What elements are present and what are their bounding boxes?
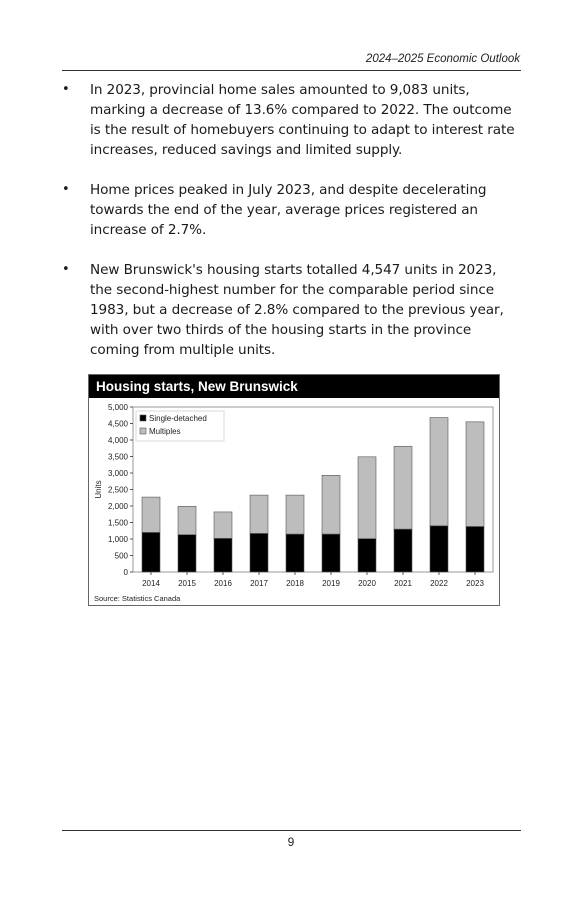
- bar-single-detached: [430, 526, 448, 572]
- x-tick-label: 2016: [214, 579, 232, 588]
- bullet-list: [62, 80, 521, 380]
- x-tick-label: 2022: [430, 579, 448, 588]
- bar-single-detached: [466, 526, 484, 572]
- bar-multiples: [178, 506, 196, 534]
- x-tick-label: 2015: [178, 579, 196, 588]
- y-tick-label: 1,000: [107, 535, 128, 544]
- bar-single-detached: [214, 538, 232, 572]
- chart-plot: [89, 398, 499, 605]
- y-tick-label: 500: [114, 551, 128, 561]
- bar-multiples: [394, 446, 412, 529]
- y-tick-label: 3,500: [107, 452, 128, 462]
- bar-multiples: [142, 497, 160, 532]
- bullet-dot: •: [62, 82, 70, 97]
- bar-single-detached: [394, 529, 412, 572]
- legend-swatch: [140, 428, 146, 434]
- bar-multiples: [322, 475, 340, 534]
- bullet-item: [62, 260, 521, 360]
- y-tick-label: 2,500: [107, 485, 128, 495]
- bar-single-detached: [250, 533, 268, 572]
- y-tick-label: 3,000: [107, 469, 128, 478]
- bullet-text: New Brunswick's housing starts totalled 4,547 units in 2023, the second-highest number for the comparable period since 1983, but a decrease of 2.8% compared to the previous year, with over two thirds of the housing starts in the province coming from multiple units.: [90, 262, 504, 358]
- bullet-text: In 2023, provincial home sales amounted to 9,083 units, marking a decrease of 13.6% compared to 2022. The outcome is the result of homebuyers continuing to adapt to interest rate increases, reduced savings and limited supply.: [90, 82, 515, 158]
- header-rule: [62, 70, 521, 71]
- y-tick-label: 4,500: [107, 419, 128, 429]
- housing-starts-chart: [88, 374, 500, 606]
- chart-source: Source: Statistics Canada: [94, 594, 181, 603]
- bullet-dot: •: [62, 262, 70, 277]
- y-axis-label: Units: [94, 480, 103, 499]
- bar-multiples: [214, 512, 232, 538]
- bar-single-detached: [142, 532, 160, 572]
- x-tick-label: 2014: [142, 579, 160, 588]
- bullet-item: [62, 80, 521, 160]
- y-tick-label: 2,000: [107, 502, 128, 511]
- bar-multiples: [286, 495, 304, 534]
- x-tick-label: 2020: [358, 579, 376, 588]
- bullet-dot: •: [62, 182, 70, 197]
- chart-title: Housing starts, New Brunswick: [89, 375, 499, 398]
- y-tick-label: 4,000: [107, 436, 128, 445]
- bar-multiples: [430, 418, 448, 526]
- y-tick-label: 0: [123, 568, 128, 577]
- legend-label: Single-detached: [149, 414, 207, 423]
- legend-swatch: [140, 415, 146, 421]
- x-tick-label: 2021: [394, 579, 412, 588]
- bar-multiples: [466, 422, 484, 527]
- page-number: 9: [287, 835, 295, 849]
- bar-single-detached: [178, 535, 196, 572]
- x-tick-label: 2019: [322, 579, 340, 588]
- y-tick-label: 1,500: [107, 518, 128, 528]
- bullet-text: Home prices peaked in July 2023, and despite decelerating towards the end of the year, average prices registered an increase of 2.7%.: [90, 182, 487, 238]
- x-tick-label: 2023: [466, 579, 484, 588]
- bar-single-detached: [322, 534, 340, 572]
- x-tick-label: 2018: [286, 579, 304, 588]
- x-tick-label: 2017: [250, 579, 268, 588]
- legend-label: Multiples: [149, 427, 181, 436]
- bar-single-detached: [286, 534, 304, 572]
- bar-single-detached: [358, 539, 376, 572]
- bar-multiples: [250, 495, 268, 533]
- y-tick-label: 5,000: [107, 403, 128, 412]
- bullet-item: [62, 180, 521, 240]
- bar-multiples: [358, 457, 376, 539]
- footer-rule: [62, 830, 521, 831]
- header-title: 2024–2025 Economic Outlook: [365, 53, 520, 65]
